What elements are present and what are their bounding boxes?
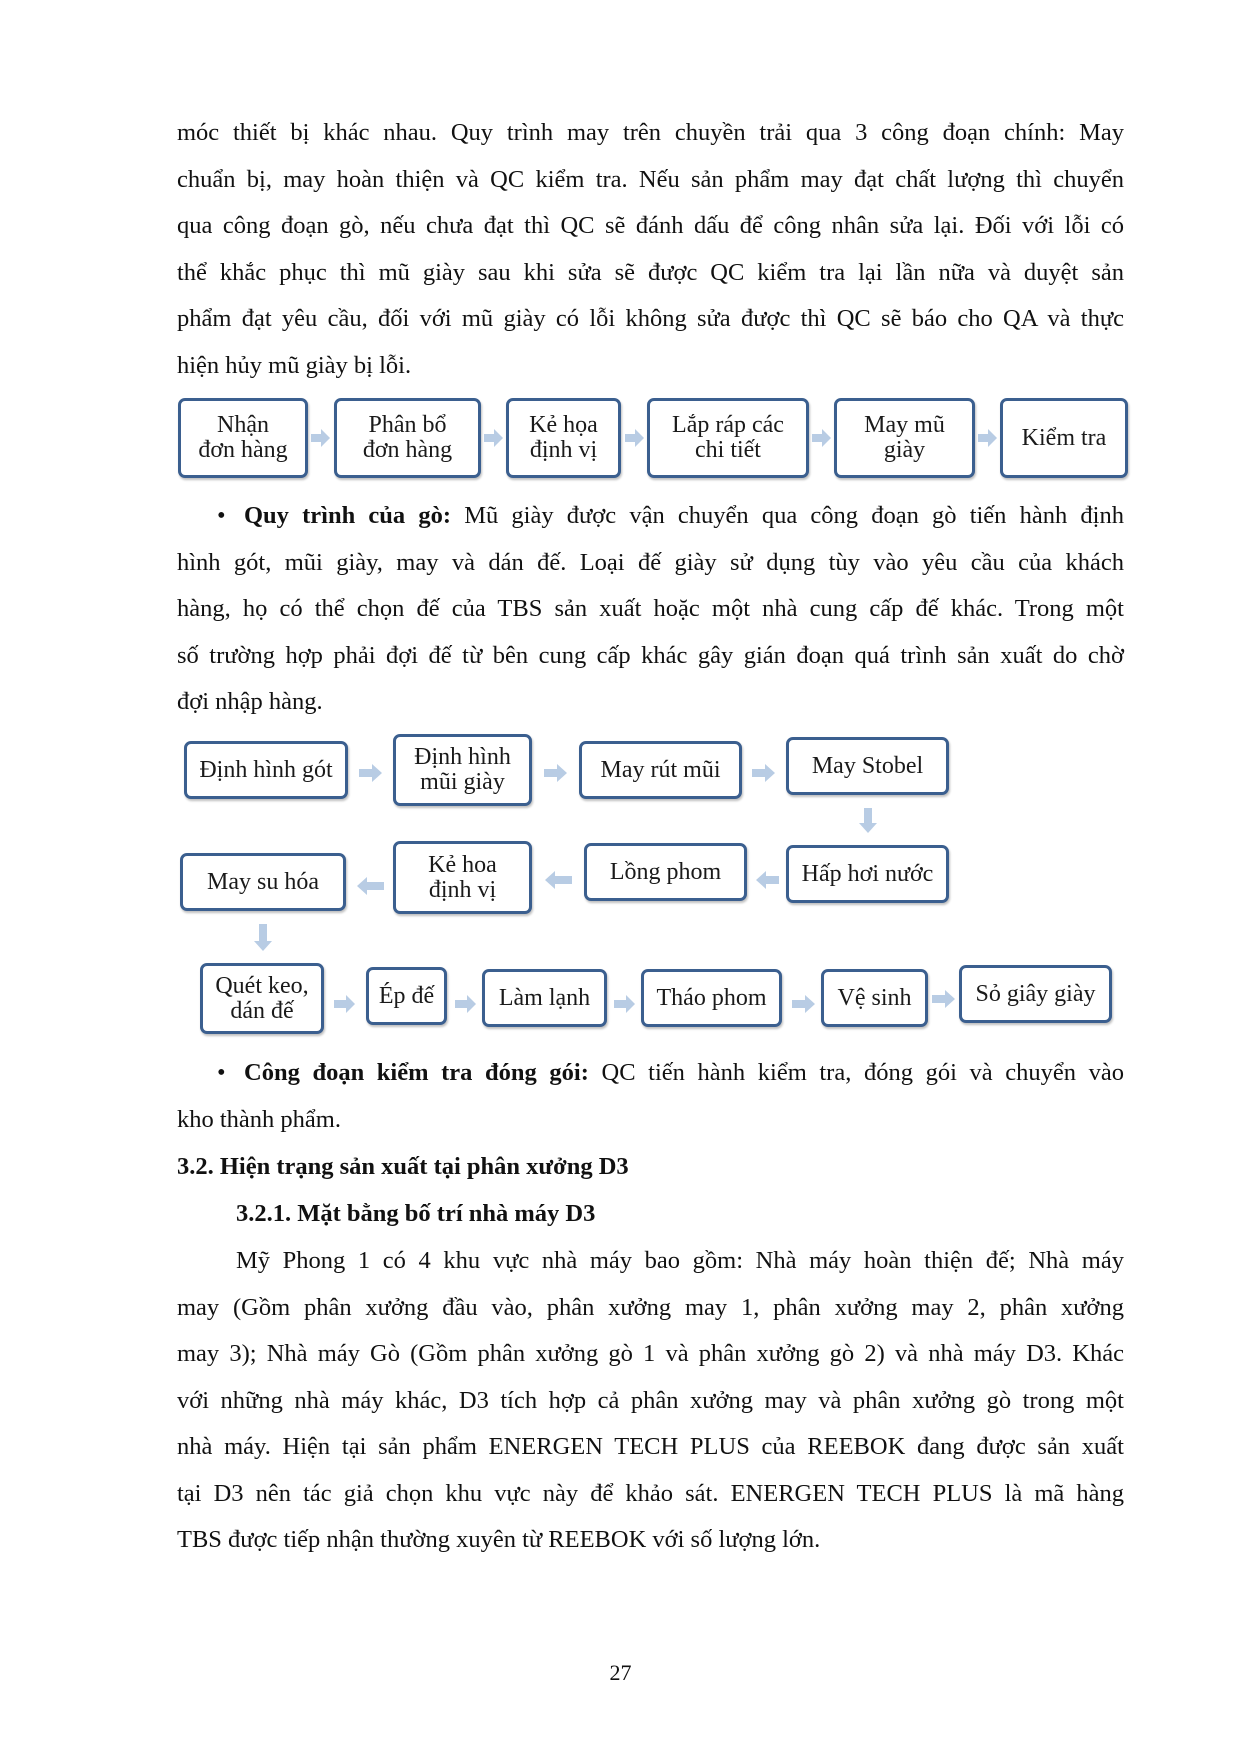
right-arrow-icon bbox=[812, 428, 832, 448]
flow-box-lam-lanh: Làm lạnh bbox=[482, 969, 607, 1027]
bullet-line: • Công đoạn kiểm tra đóng gói: QC tiến hành kiểm tra, đóng gói và chuyển vào bbox=[177, 1050, 1124, 1097]
text-line: hiện hủy mũ giày bị lỗi. bbox=[177, 351, 412, 379]
flow-box-ep-de: Ép đế bbox=[366, 967, 447, 1025]
left-arrow-icon bbox=[356, 876, 384, 896]
text-line: số trường hợp phải đợi đế từ bên cung cấp khác gây gián đoạn quá trình sản xuất do chờ bbox=[177, 641, 1124, 669]
left-arrow-icon bbox=[755, 870, 779, 890]
text-line: phẩm đạt yêu cầu, đối với mũ giày có lỗi không sửa được thì QC sẽ báo cho QA và thực bbox=[177, 305, 1124, 332]
right-arrow-icon bbox=[932, 989, 956, 1009]
flow-box-hap-hoi-nuoc: Hấp hơi nước bbox=[786, 845, 949, 903]
flow-box-kiem-tra: Kiểm tra bbox=[1000, 398, 1128, 478]
paragraph-lasting-process bbox=[177, 493, 1124, 726]
right-arrow-icon bbox=[614, 994, 636, 1014]
right-arrow-icon bbox=[792, 994, 816, 1014]
right-arrow-icon bbox=[978, 428, 998, 448]
paragraph-sewing-process bbox=[177, 110, 1124, 389]
text-line: chuẩn bị, may hoàn thiện và QC kiểm tra. Nếu sản phẩm may đạt chất lượng thì chuyển bbox=[177, 165, 1124, 193]
text-line: nhà máy. Hiện tại sản phẩm ENERGEN TECH PLUS của REEBOK đang được sản xuất bbox=[177, 1433, 1124, 1460]
flow-box-may-mu-giay: May mũ giày bbox=[834, 398, 975, 478]
right-arrow-icon bbox=[625, 428, 645, 448]
flow-box-ve-sinh: Vệ sinh bbox=[821, 969, 928, 1027]
paragraph-factory-layout bbox=[177, 1238, 1124, 1564]
text-line: với những nhà máy khác, D3 tích hợp cả phân xưởng may và phân xưởng gò trong một bbox=[177, 1386, 1124, 1414]
text-line: đợi nhập hàng. bbox=[177, 688, 323, 715]
right-arrow-icon bbox=[359, 763, 383, 783]
flow-box-long-phom: Lồng phom bbox=[584, 843, 747, 901]
section-heading: 3.2. Hiện trạng sản xuất tại phân xưởng D3 bbox=[177, 1153, 629, 1180]
bullet-icon: • bbox=[217, 502, 226, 529]
right-arrow-icon bbox=[484, 428, 504, 448]
paragraph-inspection-packing bbox=[177, 1050, 1124, 1143]
flow-box-phan-bo-don-hang: Phân bổ đơn hàng bbox=[334, 398, 481, 478]
bullet-line: • Quy trình của gò: Mũ giày được vận chuyển qua công đoạn gò tiến hành định bbox=[177, 493, 1124, 540]
flow-box-so-giay-giay: Sỏ giây giày bbox=[959, 965, 1112, 1023]
text-line: kho thành phẩm. bbox=[177, 1105, 341, 1133]
text-line: tại D3 nên tác giả chọn khu vực này để khảo sát. ENERGEN TECH PLUS là mã hàng bbox=[177, 1479, 1124, 1507]
page-number: 27 bbox=[609, 1660, 632, 1685]
flow-box-may-su-hoa: May su hóa bbox=[180, 853, 346, 911]
right-arrow-icon bbox=[334, 994, 356, 1014]
text-line: qua công đoạn gò, nếu chưa đạt thì QC sẽ đánh dấu để công nhân sửa lại. Đối với lỗi có bbox=[177, 212, 1124, 239]
bullet-title: Quy trình của gò: bbox=[244, 502, 451, 529]
left-arrow-icon bbox=[544, 870, 572, 890]
flow-box-lap-rap-chi-tiet: Lắp ráp các chi tiết bbox=[647, 398, 809, 478]
subsection-heading: 3.2.1. Mặt bằng bố trí nhà máy D3 bbox=[236, 1200, 596, 1227]
bullet-title: Công đoạn kiểm tra đóng gói: bbox=[244, 1059, 589, 1086]
flow-box-dinh-hinh-mui-giay: Định hình mũi giày bbox=[393, 734, 532, 806]
text-line: móc thiết bị khác nhau. Quy trình may trên chuyền trải qua 3 công đoạn chính: May bbox=[177, 119, 1124, 146]
text-line: hàng, họ có thể chọn đế của TBS sản xuất hoặc một nhà cung cấp đế khác. Trong một bbox=[177, 595, 1124, 622]
text-line: Mỹ Phong 1 có 4 khu vực nhà máy bao gồm: Nhà máy hoàn thiện đế; Nhà máy bbox=[236, 1247, 1124, 1274]
text-line: TBS được tiếp nhận thường xuyên từ REEBOK với số lượng lớn. bbox=[177, 1526, 821, 1553]
text-line: may (Gồm phân xưởng đầu vào, phân xưởng may 1, phân xưởng may 2, phân xưởng bbox=[177, 1293, 1124, 1321]
flow-box-may-stobel: May Stobel bbox=[786, 737, 949, 795]
text-line: thể khắc phục thì mũ giày sau khi sửa sẽ được QC kiểm tra lại lần nữa và duyệt sản bbox=[177, 258, 1124, 286]
text-line: may 3); Nhà máy Gò (Gồm phân xưởng gò 1 và phân xưởng gò 2) và nhà máy D3. Khác bbox=[177, 1340, 1124, 1367]
right-arrow-icon bbox=[455, 994, 477, 1014]
flow-box-ke-hoa-dinh-vi: Kẻ họa định vị bbox=[506, 398, 621, 478]
down-arrow-icon bbox=[858, 808, 878, 834]
bullet-icon: • bbox=[217, 1059, 226, 1086]
flow-box-ke-hoa-dinh-vi-2: Kẻ hoa định vị bbox=[393, 841, 532, 914]
right-arrow-icon bbox=[752, 763, 776, 783]
flow-box-may-rut-mui: May rút mũi bbox=[579, 741, 742, 799]
flow-box-dinh-hinh-got: Định hình gót bbox=[184, 741, 348, 799]
flow-box-quet-keo-dan-de: Quét keo, dán đế bbox=[200, 963, 324, 1034]
flow-box-thao-phom: Tháo phom bbox=[641, 969, 782, 1027]
right-arrow-icon bbox=[311, 428, 331, 448]
flow-box-nhan-don-hang: Nhận đơn hàng bbox=[178, 398, 308, 478]
right-arrow-icon bbox=[544, 763, 568, 783]
down-arrow-icon bbox=[253, 924, 273, 952]
text-line: hình gót, mũi giày, may và dán đế. Loại đế giày sử dụng tùy vào yêu cầu của khách bbox=[177, 548, 1124, 576]
